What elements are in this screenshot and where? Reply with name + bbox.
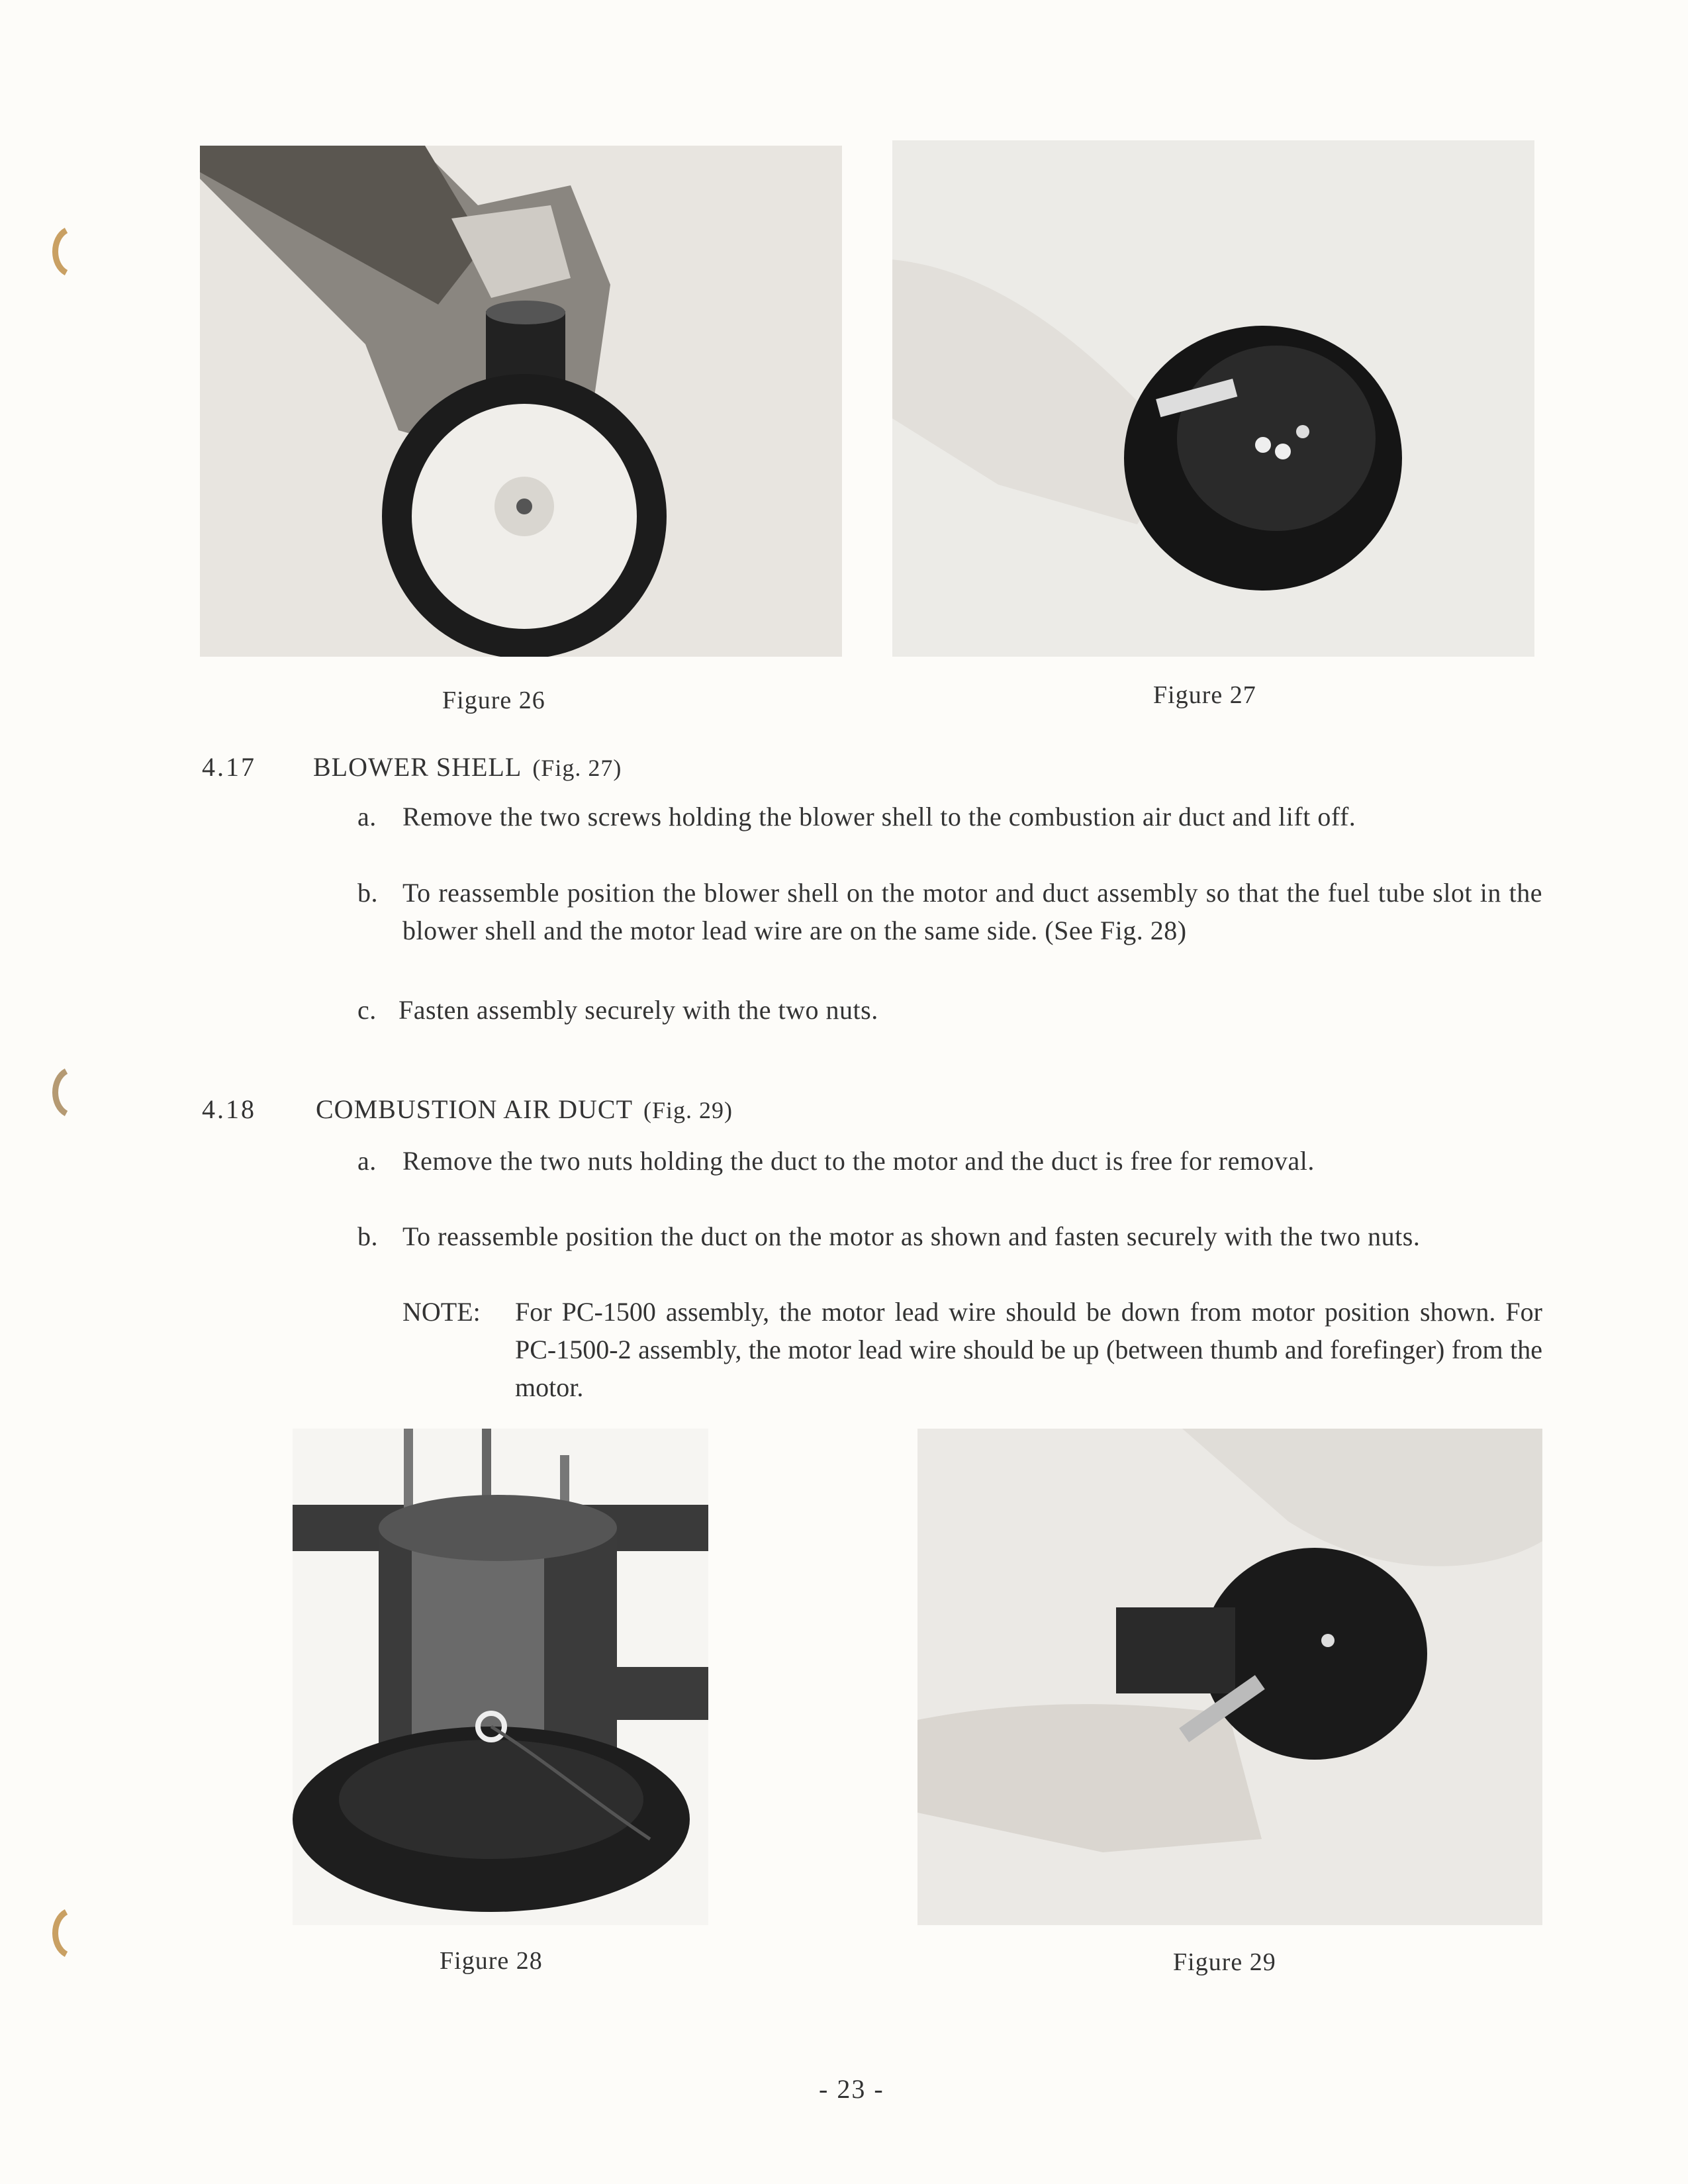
- figure-26-photo: [200, 146, 842, 657]
- section-title: [316, 1094, 733, 1125]
- list-item-label: c.: [357, 995, 377, 1025]
- list-item-text: To reassemble position the duct on the motor as shown and fasten securely with the two nuts.: [402, 1221, 1421, 1251]
- binder-hole-mark: [46, 1907, 73, 1960]
- list-item-label: a.: [357, 802, 377, 831]
- figure-reference: (Fig. 27): [532, 755, 622, 781]
- note-text: For PC-1500 assembly, the motor lead wire should be down from motor position shown. For PC-1500-2 assembly, the motor lead wire should be up (between thumb and forefinger) from the motor.: [515, 1297, 1542, 1402]
- binder-hole-mark: [46, 1066, 73, 1119]
- figure-27-photo: [892, 140, 1534, 657]
- section-title: [313, 751, 622, 783]
- list-item: [357, 1217, 1542, 1255]
- list-item: [357, 874, 1542, 949]
- figure-27-caption: Figure 27: [1153, 681, 1256, 709]
- figure-28-photo: [293, 1429, 708, 1925]
- binder-hole-mark: [46, 225, 73, 278]
- list-item: [357, 991, 1542, 1029]
- list-item-text: Remove the two screws holding the blower shell to the combustion air duct and lift off.: [402, 802, 1356, 831]
- list-item-text: To reassemble position the blower shell on the motor and duct assembly so that the fuel tube slot in the blower shell and the motor lead wire are on the same side. (See Fig. 28): [402, 878, 1542, 945]
- list-item: [357, 798, 1542, 835]
- page-number: - 23 -: [819, 2074, 884, 2104]
- figure-29-photo: [917, 1429, 1542, 1925]
- list-item-label: b.: [357, 1221, 378, 1251]
- figure-29-caption: Figure 29: [1173, 1948, 1276, 1976]
- section-number: 4.18: [202, 1094, 256, 1124]
- list-item-text: Fasten assembly securely with the two nuts.: [399, 995, 878, 1025]
- list-item: [357, 1142, 1542, 1180]
- list-item-label: b.: [357, 878, 378, 908]
- section-title-text: BLOWER SHELL: [313, 752, 522, 782]
- section-number: 4.17: [202, 752, 256, 782]
- figure-28-caption: Figure 28: [440, 1947, 543, 1975]
- section-title-text: COMBUSTION AIR DUCT: [316, 1094, 633, 1124]
- note-label: NOTE:: [402, 1297, 481, 1327]
- list-item-text: Remove the two nuts holding the duct to the motor and the duct is free for removal.: [402, 1146, 1315, 1176]
- figure-reference: (Fig. 29): [643, 1097, 733, 1123]
- figure-26-caption: Figure 26: [442, 687, 545, 714]
- list-item-label: a.: [357, 1146, 377, 1176]
- note-block: [402, 1293, 1542, 1406]
